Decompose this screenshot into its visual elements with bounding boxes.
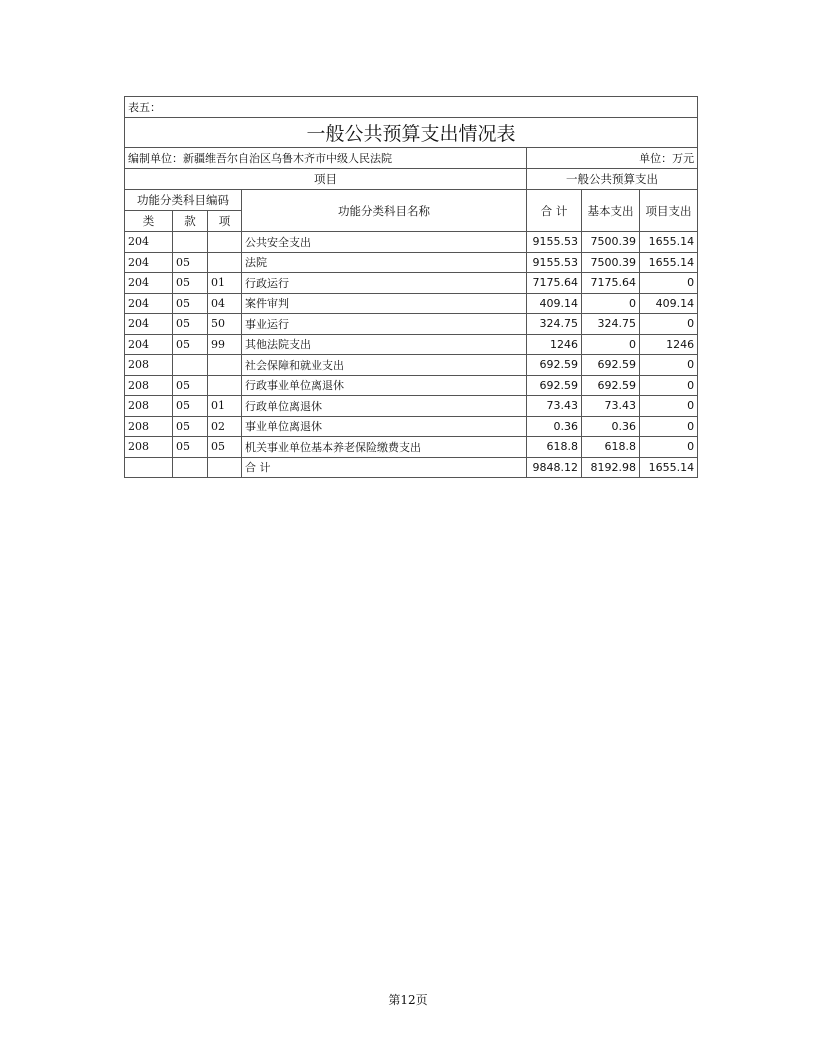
cell-xiang: 50 — [208, 314, 242, 335]
cell-lei — [125, 457, 173, 478]
cell-xiang — [208, 252, 242, 273]
cell-kuan: 05 — [173, 416, 208, 437]
cell-lei: 204 — [125, 252, 173, 273]
cell-lei: 208 — [125, 396, 173, 417]
cell-lei: 208 — [125, 437, 173, 458]
cell-basic: 7175.64 — [582, 273, 640, 294]
cell-project: 1655.14 — [640, 457, 698, 478]
cell-total: 618.8 — [527, 437, 582, 458]
table-row — [125, 273, 698, 294]
cell-xiang: 01 — [208, 396, 242, 417]
cell-total: 692.59 — [527, 355, 582, 376]
table-row — [125, 314, 698, 335]
cell-name: 机关事业单位基本养老保险缴费支出 — [242, 437, 527, 458]
table-row — [125, 375, 698, 396]
cell-project: 0 — [640, 375, 698, 396]
cell-xiang: 04 — [208, 293, 242, 314]
cell-name: 事业运行 — [242, 314, 527, 335]
cell-name: 案件审判 — [242, 293, 527, 314]
cell-lei: 208 — [125, 416, 173, 437]
cell-kuan — [173, 355, 208, 376]
budget-table — [124, 96, 698, 478]
cell-project: 0 — [640, 396, 698, 417]
cell-kuan: 05 — [173, 314, 208, 335]
cell-name: 法院 — [242, 252, 527, 273]
page-number: 第12页 — [388, 993, 428, 1007]
table-row — [125, 396, 698, 417]
cell-project: 409.14 — [640, 293, 698, 314]
cell-basic: 692.59 — [582, 355, 640, 376]
header-kuan: 款 — [173, 211, 208, 232]
cell-xiang — [208, 457, 242, 478]
cell-kuan: 05 — [173, 396, 208, 417]
cell-basic: 0 — [582, 334, 640, 355]
cell-name: 行政运行 — [242, 273, 527, 294]
cell-lei: 204 — [125, 314, 173, 335]
cell-basic: 73.43 — [582, 396, 640, 417]
cell-xiang: 99 — [208, 334, 242, 355]
header-project-exp: 项目支出 — [640, 190, 698, 232]
table-row — [125, 334, 698, 355]
cell-lei: 208 — [125, 355, 173, 376]
table-title: 一般公共预算支出情况表 — [125, 118, 698, 148]
cell-project: 1246 — [640, 334, 698, 355]
cell-kuan: 05 — [173, 375, 208, 396]
cell-xiang: 01 — [208, 273, 242, 294]
table-row — [125, 437, 698, 458]
cell-lei: 204 — [125, 273, 173, 294]
cell-kuan: 05 — [173, 252, 208, 273]
cell-project: 1655.14 — [640, 232, 698, 253]
cell-kuan: 05 — [173, 293, 208, 314]
cell-lei: 208 — [125, 375, 173, 396]
cell-basic: 8192.98 — [582, 457, 640, 478]
table-row — [125, 293, 698, 314]
cell-lei: 204 — [125, 293, 173, 314]
cell-name: 行政单位离退休 — [242, 396, 527, 417]
header-xiang: 项 — [208, 211, 242, 232]
cell-kuan: 05 — [173, 334, 208, 355]
table-row — [125, 355, 698, 376]
header-lei: 类 — [125, 211, 173, 232]
table-note: 表五： — [125, 97, 698, 118]
cell-name: 行政事业单位离退休 — [242, 375, 527, 396]
unit-label: 单位：万元 — [527, 148, 698, 169]
table-row — [125, 457, 698, 478]
cell-total: 9848.12 — [527, 457, 582, 478]
header-project: 项目 — [125, 169, 527, 190]
cell-basic: 692.59 — [582, 375, 640, 396]
header-basic: 基本支出 — [582, 190, 640, 232]
cell-project: 0 — [640, 437, 698, 458]
header-code-group: 功能分类科目编码 — [125, 190, 242, 211]
cell-project: 0 — [640, 314, 698, 335]
cell-kuan: 05 — [173, 273, 208, 294]
cell-basic: 0 — [582, 293, 640, 314]
cell-total: 692.59 — [527, 375, 582, 396]
cell-basic: 7500.39 — [582, 252, 640, 273]
cell-xiang: 05 — [208, 437, 242, 458]
table-row — [125, 252, 698, 273]
cell-total: 409.14 — [527, 293, 582, 314]
cell-name: 社会保障和就业支出 — [242, 355, 527, 376]
cell-project: 0 — [640, 273, 698, 294]
cell-kuan: 05 — [173, 437, 208, 458]
cell-total: 9155.53 — [527, 252, 582, 273]
table-row — [125, 416, 698, 437]
cell-basic: 324.75 — [582, 314, 640, 335]
table-row — [125, 232, 698, 253]
header-name: 功能分类科目名称 — [242, 190, 527, 232]
cell-basic: 0.36 — [582, 416, 640, 437]
cell-lei: 204 — [125, 334, 173, 355]
cell-total: 1246 — [527, 334, 582, 355]
cell-total: 73.43 — [527, 396, 582, 417]
header-total: 合 计 — [527, 190, 582, 232]
cell-xiang — [208, 355, 242, 376]
header-budget-total: 一般公共预算支出 — [527, 169, 698, 190]
cell-name: 其他法院支出 — [242, 334, 527, 355]
cell-project: 1655.14 — [640, 252, 698, 273]
cell-basic: 7500.39 — [582, 232, 640, 253]
cell-xiang: 02 — [208, 416, 242, 437]
cell-project: 0 — [640, 416, 698, 437]
cell-total: 324.75 — [527, 314, 582, 335]
cell-name: 公共安全支出 — [242, 232, 527, 253]
cell-project: 0 — [640, 355, 698, 376]
cell-total: 9155.53 — [527, 232, 582, 253]
cell-xiang — [208, 232, 242, 253]
cell-total: 0.36 — [527, 416, 582, 437]
cell-basic: 618.8 — [582, 437, 640, 458]
cell-total: 7175.64 — [527, 273, 582, 294]
cell-name: 合 计 — [242, 457, 527, 478]
cell-kuan — [173, 232, 208, 253]
prepared-by: 编制单位：新疆维吾尔自治区乌鲁木齐市中级人民法院 — [125, 148, 527, 169]
cell-xiang — [208, 375, 242, 396]
cell-name: 事业单位离退休 — [242, 416, 527, 437]
cell-lei: 204 — [125, 232, 173, 253]
cell-kuan — [173, 457, 208, 478]
